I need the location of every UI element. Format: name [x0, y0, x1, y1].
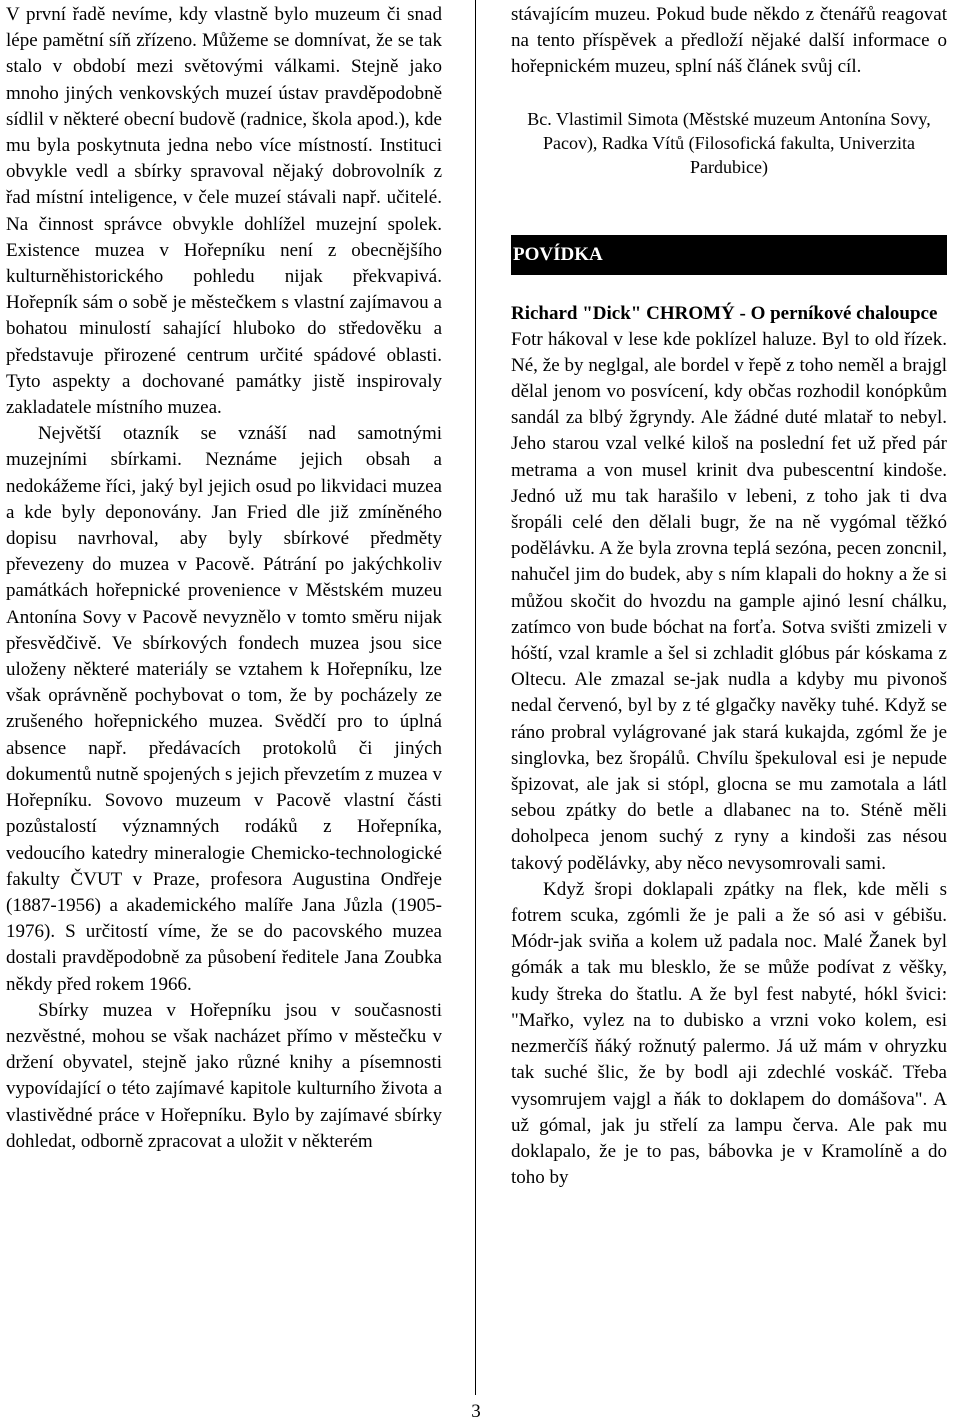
section-heading: POVÍDKA: [511, 235, 947, 275]
author-credit: Bc. Vlastimil Simota (Městské muzeum Antonína Sovy, Pacov), Radka Vítů (Filosofická fakulta, Univerzita Pardubice): [527, 108, 931, 177]
paragraph: Sbírky muzea v Hořepníku jsou v současnosti nezvěstné, mohou se však nacházet přímo v městečku v držení obyvatel, stejně jako různé knihy a písemnosti vypovídající o této zajímavé kapitole kulturního života a vlastivědné práce v Hořepníku. Bylo by zajímavé sbírky dohledat, odborně zpracovat a uložit v některém: [6, 999, 442, 1152]
paragraph-continuation: stávajícím muzeu. Pokud bude někdo z čtenářů reagovat na tento příspěvek a předloží nějaké další informace o hořepnickém muzeu, splní náš článek svůj cíl.: [511, 4, 947, 78]
page-number: 3: [471, 1401, 481, 1422]
left-column: [6, 2, 442, 1155]
paragraph: Fotr hákoval v lese kde poklízel haluze. Byl to old řízek. Né, že by neglgal, ale bordel v řepě z toho neměl a brajgl dělal jenom vo posvícení, kdy občas rozhodil konópkům sandál za blbý žgryndy. Ale žádné duté mlatař to nebyl. Jeho starou vzal velké kiloš na poslední fet už před pár metrama a von musel krinit dva pubescentní kindoše. Jednó už mu tak harašilo v lebeni, z toho jak ti dva šropáli celé den dělali bugr, že na ně vygómal těžkó podělávku. A že byla zrovna teplá sezóna, pecen zoncnil, nahučel jim do budek, aby s ním klapali do hokny a že si můžou skočit do hvozdu na gample ajinó lesní chálku, zatímco von bude bóchat na forťa. Sotva svišti zmizeli v hóští, vzal kramle a šel si zchladit glóbus pár kóskama z Oltecu. Ale zmazal se-jak nudla a kdyby mu pivonoš nedal červenó, byl by z té glgačky navěky tuhé. Když se ráno probral vylágrované jak stará kukajda, zgóml že je singlovka, bez šropálů. Chvílu špekuloval esi je nepude špizovat, ale jak si stópl, glocna se mu zamotala a látl sebou zpátky do betle a dlabanec na to. Sténě měli doholpeca jenom suchý z ryny a kindoši zas nésou takový podělávky, aby něco nevysomrovali sami.: [511, 328, 947, 874]
paragraph: V první řadě nevíme, kdy vlastně bylo muzeum či snad lépe pamětní síň zřízeno. Můžeme se domnívat, že se tak stalo v období mezi světovými válkami. Stejně jako mnoho jiných venkovských muzeí ústav pravděpodobně sídlil v některé obecní budově (radnice, škola apod.), kde mu byla poskytnuta jedna nebo více místností. Instituci obvykle vedl a sbírky spravoval nějaký dobrovolník z řad místní inteligence, v čele muzeí stávali např. učitelé. Na činnost správce obvykle dohlížel muzejní spolek. Existence muzea v Hořepníku není z obecnějšího kulturněhistorického pohledu nijak překvapivá. Hořepník sám o sobě je městečkem s vlastní zajímavou a bohatou minulostí sahající hluboko do středověku a představuje přirozené centrum určité spádové oblasti. Tyto aspekty a dochované památky jistě inspirovaly zakladatele místního muzea.: [6, 4, 442, 419]
column-divider: [475, 0, 476, 1395]
right-column: [511, 2, 947, 1191]
paragraph: Když šropi doklapali zpátky na flek, kde měli s fotrem scuka, zgómli že je pali a že só asi v gébišu. Módr-jak sviňa a kolem už padala noc. Malé Žanek byl gómák a tak mu blesklo, že se může podívat z věšky, kudy štreka do štatlu. A že byl fest nabyté, hókl švici: "Mařko, vylez na to dubisko a vrzni voko kolem, esi nezmerčíš ňáký rožnutý palermo. Já už mám v ohryzku tak suché šlic, že by bodl aji zdechlé voskáč. Třeba vysomrujem vajgl a ňák to doklapem do domášova". A už gómal, jak ju střelí za lampu červa. Ale pak mu doklapalo, že je to pas, bábovka je v Kramolíně a do toho by: [511, 878, 947, 1189]
paragraph: Největší otazník se vznáší nad samotnými muzejními sbírkami. Neznáme jejich obsah a nedokážeme říci, jaký byl jejich osud po likvidaci muzea a kde byly deponovány. Jan Fried dle již zmíněného dopisu navrhoval, aby byly sbírkové předměty převezeny do muzea v Pacově. Pátrání po jakýchkoliv památkách hořepnické provenience v Městském muzeu Antonína Sovy v Pacově nevyznělo v tomto směru nijak přesvědčivě. Ve sbírkových fondech muzea jsou sice uloženy některé materiály se vztahem k Hořepníku, lze však oprávněně pochybovat o tom, že by pocházely ze zrušeného hořepnického muzea. Svědčí pro to úplná absence např. předávacích protokolů či jiných dokumentů nutně spojených s jejich převzetím z muzea v Hořepníku. Sovovo muzeum v Pacově vlastní části pozůstalostí významných rodáků z Hořepníka, vedoucího katedry mineralogie Chemicko-technologické fakulty ČVUT v Praze, profesora Augustina Ondřeje (1887-1956) a akademického malíře Jana Jůzla (1905-1976). S určitostí víme, že se do pacovského muzea dostali pravděpodobně za působení ředitele Jana Zoubka někdy před rokem 1966.: [6, 423, 442, 995]
story-title: Richard "Dick" CHROMÝ - O perníkové chaloupce: [511, 302, 938, 324]
